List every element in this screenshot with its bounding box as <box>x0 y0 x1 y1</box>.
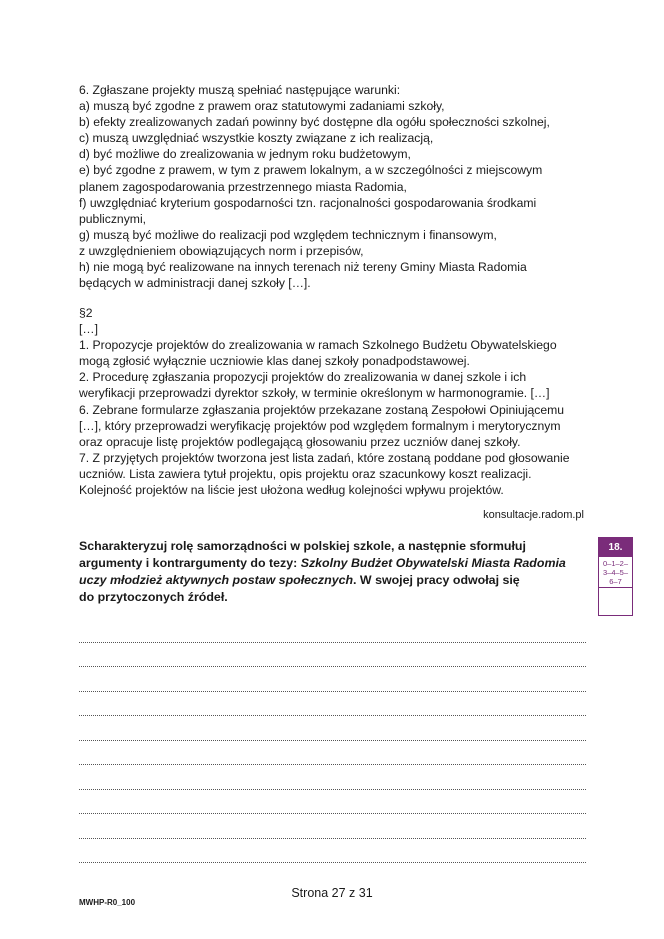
answer-line[interactable] <box>79 814 586 839</box>
task-prompt <box>79 538 579 606</box>
text-line: b) efekty zrealizowanych zadań powinny być dostępne dla ogółu społeczności szkolnej, <box>79 115 550 130</box>
text-line: publicznymi, <box>79 211 147 226</box>
task-line: Scharakteryzuj rolę samorządności w polskiej szkole, a następnie sformułuj <box>79 539 526 553</box>
task-text: . W swojej pracy odwołaj się <box>353 573 520 587</box>
text-line: 2. Procedurę zgłaszania propozycji projektów do zrealizowania w danej szkole i ich <box>79 370 527 385</box>
task-line <box>79 555 579 572</box>
thesis-text: uczy młodzież aktywnych postaw społecznych <box>79 573 354 587</box>
task-text: argumenty i kontrargumenty do tezy: <box>79 556 301 570</box>
text-line: c) muszą uwzględniać wszystkie koszty związane z ich realizacją, <box>79 131 434 146</box>
text-line: mogą zgłosić wyłącznie uczniowie klas danej szkoły ponadpodstawowej. <box>79 354 470 369</box>
score-field[interactable] <box>599 588 632 615</box>
score-scale <box>599 557 632 588</box>
text-line: f) uwzględniać kryterium gospodarności tzn. racjonalności gospodarowania środkami <box>79 195 537 210</box>
answer-line[interactable] <box>79 765 586 790</box>
score-box <box>598 537 633 616</box>
score-scale-line: 3–4–5– <box>602 568 629 577</box>
task-line <box>79 572 579 589</box>
answer-line[interactable] <box>79 618 586 643</box>
conditions-text <box>79 82 599 291</box>
text-line: d) być możliwe do zrealizowania w jednym roku budżetowym, <box>79 147 411 162</box>
answer-line[interactable] <box>79 716 586 741</box>
answer-line[interactable] <box>79 741 586 766</box>
answer-area[interactable] <box>79 618 586 863</box>
answer-line[interactable] <box>79 643 586 668</box>
text-line: […], który przeprowadzi weryfikację projektów pod względem formalnym i merytorycznym <box>79 418 561 433</box>
section-heading: §2 <box>79 306 93 320</box>
task-number: 18. <box>599 538 632 557</box>
page-number: Strona 27 z 31 <box>291 886 373 900</box>
text-line: oraz opracuje listę projektów podlegającą głosowaniu przez uczniów danej szkoły. <box>79 434 521 449</box>
section-2-text <box>79 305 599 498</box>
text-line: g) muszą być możliwe do realizacji pod względem technicznym i finansowym, <box>79 227 497 242</box>
text-line: 6. Zgłaszane projekty muszą spełniać następujące warunki: <box>79 83 401 97</box>
answer-line[interactable] <box>79 692 586 717</box>
text-line: e) być zgodne z prawem, w tym z prawem lokalnym, a w szczególności z miejscowym <box>79 163 543 178</box>
score-scale-line: 0–1–2– <box>602 559 629 568</box>
thesis-text: Szkolny Budżet Obywatelski Miasta Radomia <box>300 556 566 570</box>
answer-line[interactable] <box>79 790 586 815</box>
text-line: planem zagospodarowania przestrzennego miasta Radomia, <box>79 179 407 194</box>
text-line: a) muszą być zgodne z prawem oraz statutowymi zadaniami szkoły, <box>79 99 445 114</box>
text-line: weryfikacji przeprowadzi dyrektor szkoły, w terminie określonym w harmonogramie. […] <box>79 386 550 401</box>
text-line: 1. Propozycje projektów do zrealizowania w ramach Szkolnego Budżetu Obywatelskiego <box>79 338 557 353</box>
text-line: będących w administracji danej szkoły […]. <box>79 276 311 291</box>
text-line: Kolejność projektów na liście jest ułożona według kolejności wpływu projektów. <box>79 483 504 498</box>
text-line: h) nie mogą być realizowane na innych terenach niż tereny Gminy Miasta Radomia <box>79 260 527 275</box>
text-line: 7. Z przyjętych projektów tworzona jest lista zadań, które zostaną poddane pod głosowanie <box>79 450 570 465</box>
text-line: […] <box>79 322 98 337</box>
task-line: do przytoczonych źródeł. <box>79 590 228 604</box>
text-line: z uwzględnieniem obowiązujących norm i przepisów, <box>79 243 364 258</box>
text-line: uczniów. Lista zawiera tytuł projektu, opis projektu oraz szacunkowy koszt realizacji. <box>79 466 532 481</box>
score-scale-line: 6–7 <box>609 577 622 586</box>
text-line: 6. Zebrane formularze zgłaszania projektów przekazane zostaną Zespołowi Opiniującemu <box>79 402 565 417</box>
source-citation: konsultacje.radom.pl <box>483 509 584 521</box>
exam-code: MWHP-R0_100 <box>79 898 136 907</box>
answer-line[interactable] <box>79 667 586 692</box>
answer-line[interactable] <box>79 839 586 864</box>
